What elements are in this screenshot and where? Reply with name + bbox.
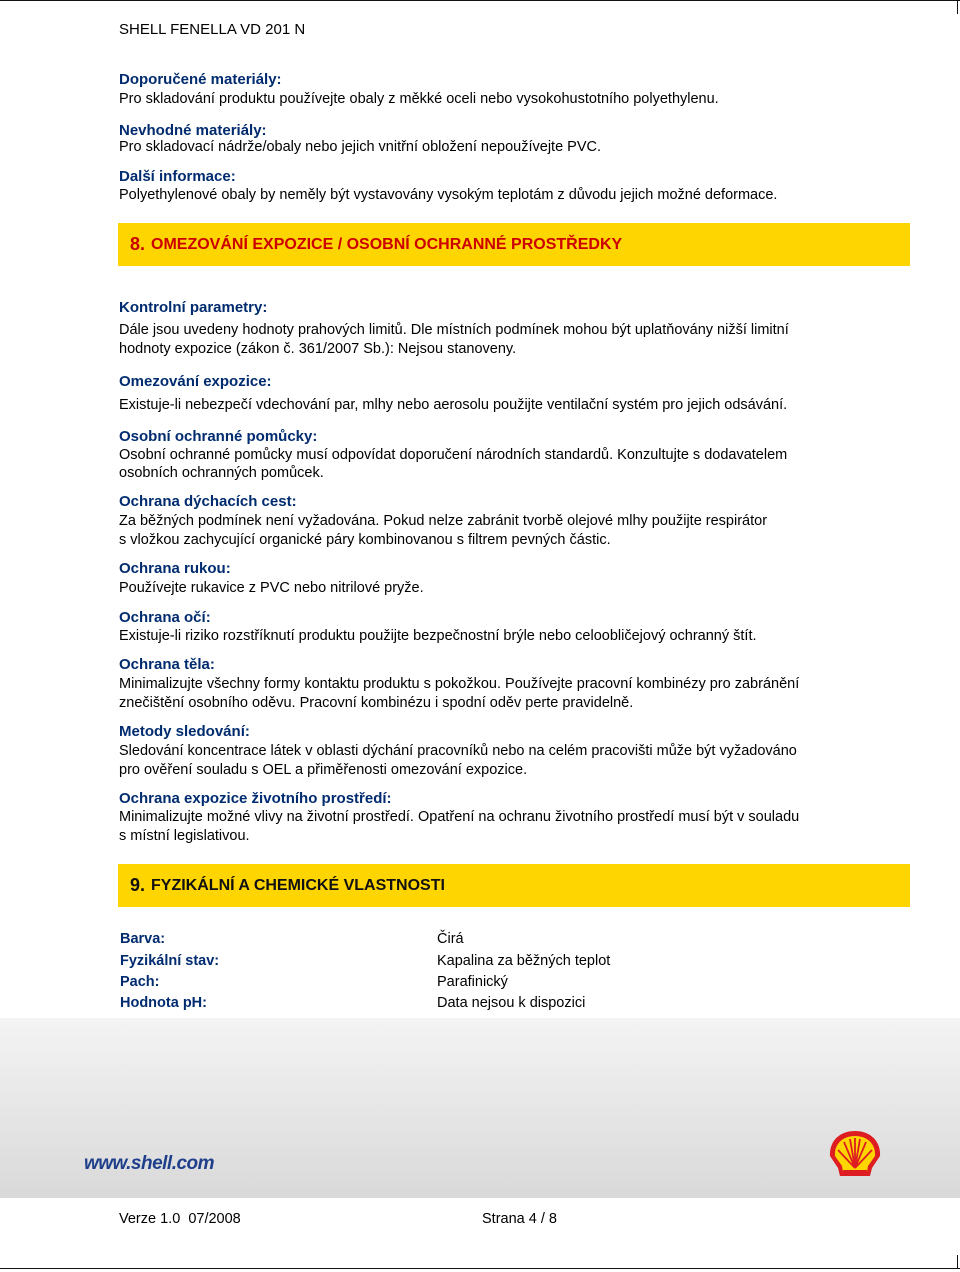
property-value: Data nejsou k dispozici xyxy=(437,995,586,1011)
page-number: Strana 4 / 8 xyxy=(482,1211,557,1227)
eye-protection-title: Ochrana očí: xyxy=(119,609,211,626)
control-parameters-line-2: hodnoty expozice (zákon č. 361/2007 Sb.): Nejsou stanoveny. xyxy=(119,341,517,357)
property-label: Barva: xyxy=(120,931,166,947)
property-label: Fyzikální stav: xyxy=(120,953,220,969)
control-parameters-line-1: Dále jsou uvedeny hodnoty prahových limitů. Dle místních podmínek mohou být uplatňovány nižší limitní xyxy=(119,322,789,338)
control-parameters-title: Kontrolní parametry: xyxy=(119,299,268,316)
ppe-title: Osobní ochranné pomůcky: xyxy=(119,428,318,445)
document-title: SHELL FENELLA VD 201 N xyxy=(119,21,306,38)
body-protection-line-2: znečištění osobního oděvu. Pracovní kombinézu i spodní oděv perte pravidelně. xyxy=(119,695,634,711)
property-value: Čirá xyxy=(437,931,464,947)
recommended-materials-text: Pro skladování produktu používejte obaly z měkké oceli nebo vysokohustotního polyethylenu. xyxy=(119,91,719,107)
body-protection-line-1: Minimalizujte všechny formy kontaktu produktu s pokožkou. Používejte pracovní kombinézy pro zabránění xyxy=(119,676,800,692)
header-rule xyxy=(0,0,960,1)
monitoring-methods-line-2: pro ověření souladu s OEL a přiměřenosti omezování expozice. xyxy=(119,762,528,778)
footer-rule-tick xyxy=(957,1255,958,1269)
body-protection-title: Ochrana těla: xyxy=(119,656,215,673)
recommended-materials-title: Doporučené materiály: xyxy=(119,71,282,88)
further-info-text: Polyethylenové obaly by neměly být vystavovány vysokým teplotám z důvodu jejich možné deformace. xyxy=(119,187,778,203)
property-label: Pach: xyxy=(120,974,160,990)
respiratory-protection-line-2: s vložkou zachycující organické páry kombinovanou s filtrem pevných částic. xyxy=(119,532,611,548)
ppe-line-1: Osobní ochranné pomůcky musí odpovídat doporučení národních standardů. Konzultujte s dodavatelem xyxy=(119,447,788,463)
exposure-controls-text: Existuje-li nebezpečí vdechování par, mlhy nebo aerosolu použijte ventilační systém pro jejich odsávání. xyxy=(119,397,788,413)
section-9-number: 9. xyxy=(130,875,146,895)
ppe-line-2: osobních ochranných pomůcek. xyxy=(119,465,324,481)
version-label: Verze 1.0 07/2008 xyxy=(119,1211,241,1227)
shell-website-link[interactable]: www.shell.com xyxy=(84,1153,215,1174)
unsuitable-materials-text: Pro skladovací nádrže/obaly nebo jejich vnitřní obložení nepoužívejte PVC. xyxy=(119,139,602,155)
header-rule-tick xyxy=(957,0,958,14)
section-8-title: OMEZOVÁNÍ EXPOZICE / OSOBNÍ OCHRANNÉ PROSTŘEDKY xyxy=(151,235,623,253)
property-value: Kapalina za běžných teplot xyxy=(437,953,611,969)
section-8-number: 8. xyxy=(130,234,146,254)
shell-pecten-logo-icon xyxy=(826,1128,884,1180)
section-9-heading xyxy=(118,864,910,907)
footer-rule xyxy=(0,1268,960,1269)
environmental-exposure-line-1: Minimalizujte možné vlivy na životní prostředí. Opatření na ochranu životního prostředí musí být v souladu xyxy=(119,809,800,825)
environmental-exposure-line-2: s místní legislativou. xyxy=(119,828,250,844)
section-8-heading xyxy=(118,223,910,266)
hand-protection-text: Používejte rukavice z PVC nebo nitrilové pryže. xyxy=(119,580,424,596)
unsuitable-materials-title: Nevhodné materiály: xyxy=(119,122,267,139)
monitoring-methods-title: Metody sledování: xyxy=(119,723,250,740)
section-9-title: FYZIKÁLNÍ A CHEMICKÉ VLASTNOSTI xyxy=(151,876,445,894)
respiratory-protection-line-1: Za běžných podmínek není vyžadována. Pokud nelze zabránit tvorbě olejové mlhy použijte respirátor xyxy=(119,513,768,529)
environmental-exposure-title: Ochrana expozice životního prostředí: xyxy=(119,790,392,807)
further-info-title: Další informace: xyxy=(119,168,236,185)
exposure-controls-title: Omezování expozice: xyxy=(119,373,272,390)
property-label: Hodnota pH: xyxy=(120,995,207,1011)
property-value: Parafinický xyxy=(437,974,508,990)
eye-protection-text: Existuje-li riziko rozstříknutí produktu použijte bezpečnostní brýle nebo celoobličejový ochranný štít. xyxy=(119,628,757,644)
hand-protection-title: Ochrana rukou: xyxy=(119,560,231,577)
respiratory-protection-title: Ochrana dýchacích cest: xyxy=(119,493,297,510)
monitoring-methods-line-1: Sledování koncentrace látek v oblasti dýchání pracovníků nebo na celém pracovišti může být vyžadováno xyxy=(119,743,797,759)
